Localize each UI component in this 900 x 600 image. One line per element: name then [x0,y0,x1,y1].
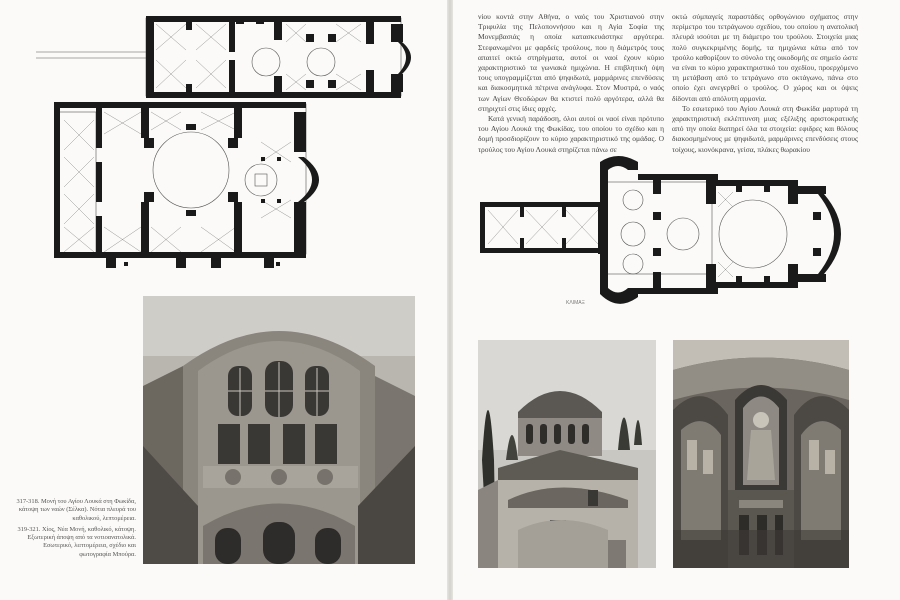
nea-moni-floor-plan [478,152,850,318]
hosios-loukas-facade-photo [143,296,415,564]
book-gutter [447,0,453,600]
text-column-1 [478,12,664,155]
paragraph: Κατά γενική παράδοση, όλοι αυτοί οι ναοί είναι πρότυπο του Αγίου Λουκά της Φωκίδας, του οποίου το σχέδιο και η δομή προσδιορίζουν το κύριο χαρακτηριστικό της ομάδας. Ο τρούλος του Αγίου Λουκά στηρίζεται πάνω σε [478,114,664,154]
caption-317-318: 317-318. Μονή του Αγίου Λουκά στη Φωκίδα, κάτοψη των ναών (Σέλκα). Νότια πλευρά του καθολικού, λεπτομέρεια. [16,498,136,522]
plan-label: ΚΛΙΜΑΞ [566,300,585,306]
hosios-loukas-floor-plan [36,12,416,277]
figure-captions [10,498,136,562]
paragraph: οκτώ σύμπαγείς παραστάδες ορθογώνιου σχήματος στην περίμετρο του τετράγωνου σχεδίου, του οποίου η ανατολική πλευρά ισούται με τη διάμετρο του τρούλου. Στοιχεία μιας πολύ συγκεκριμένης δομής, τα ημιχώνια κάτω από τον τρούλο καθορίζουν το σύνολο της οικοδομής σε σημείο ώστε να είναι το κύριο χαρακτηριστικό του σχεδίου, προερχόμενο τη μετάβαση από το τετράγωνο στο οκτάγωνο, πάνω στο οποίο έχει ανεγερθεί ο τρούλος. Ο χώρος και οι όψεις δίδονται από απόλυτη αρμονία. [672,12,858,103]
text-column-2 [672,12,858,155]
nea-moni-exterior-photo [478,340,656,568]
caption-319-321: 319-321. Χίος, Νέα Μονή, καθολικό, κάτοψη. Εξωτερική άποψη από τα νοτιοανατολικά. Εσωτερικό, λεπτομέρεια, σχέδιο και φωτογραφία Μπούρα. [17,525,136,558]
paragraph: νίου κοντά στην Αθήνα, ο ναός του Χριστιανού στην Τριφυλία της Πελοποννήσου και η Αγία Σοφία της Μονεμβασιάς η οποία κατασκευάστηκε αργότερα. Στεφανωμένοι με φαρδείς τρούλους, που η διάμετρός τους απαιτεί οκτώ στηρίγματα, αυτοί οι ναοί έχουν κύριο χαρακτηριστικό τα γωνιακά ημιχώνια. Η επιβλητική όψη τους υπογραμμίζεται από ψηφιδωτά, μαρμάρινες επενδύσεις και διακοσμητικά πέτρινα ανάγλυφα. Στον Μυστρά, ο ναός των Αγίων Θεοδώρων θα κτιστεί πολύ αργότερα, αλλά θα στηριχτεί στις ίδιες αρχές. [478,12,664,113]
nea-moni-interior-photo [673,340,849,568]
paragraph: Το εσωτερικό του Αγίου Λουκά στη Φωκίδα μαρτυρά τη χαρακτηριστική εκλέπτυνση μιας εξέλιξης αριστοκρατικής από την οποία διατηρεί όλα τα στοιχεία: εφιδρες και θόλους διακοσμημένους με ψηφιδωτά, μαρμάρινες επενδύσεις στους τοίχους, κιονόκρανα, γείσα, πλάκες θωρακίου [672,103,858,154]
